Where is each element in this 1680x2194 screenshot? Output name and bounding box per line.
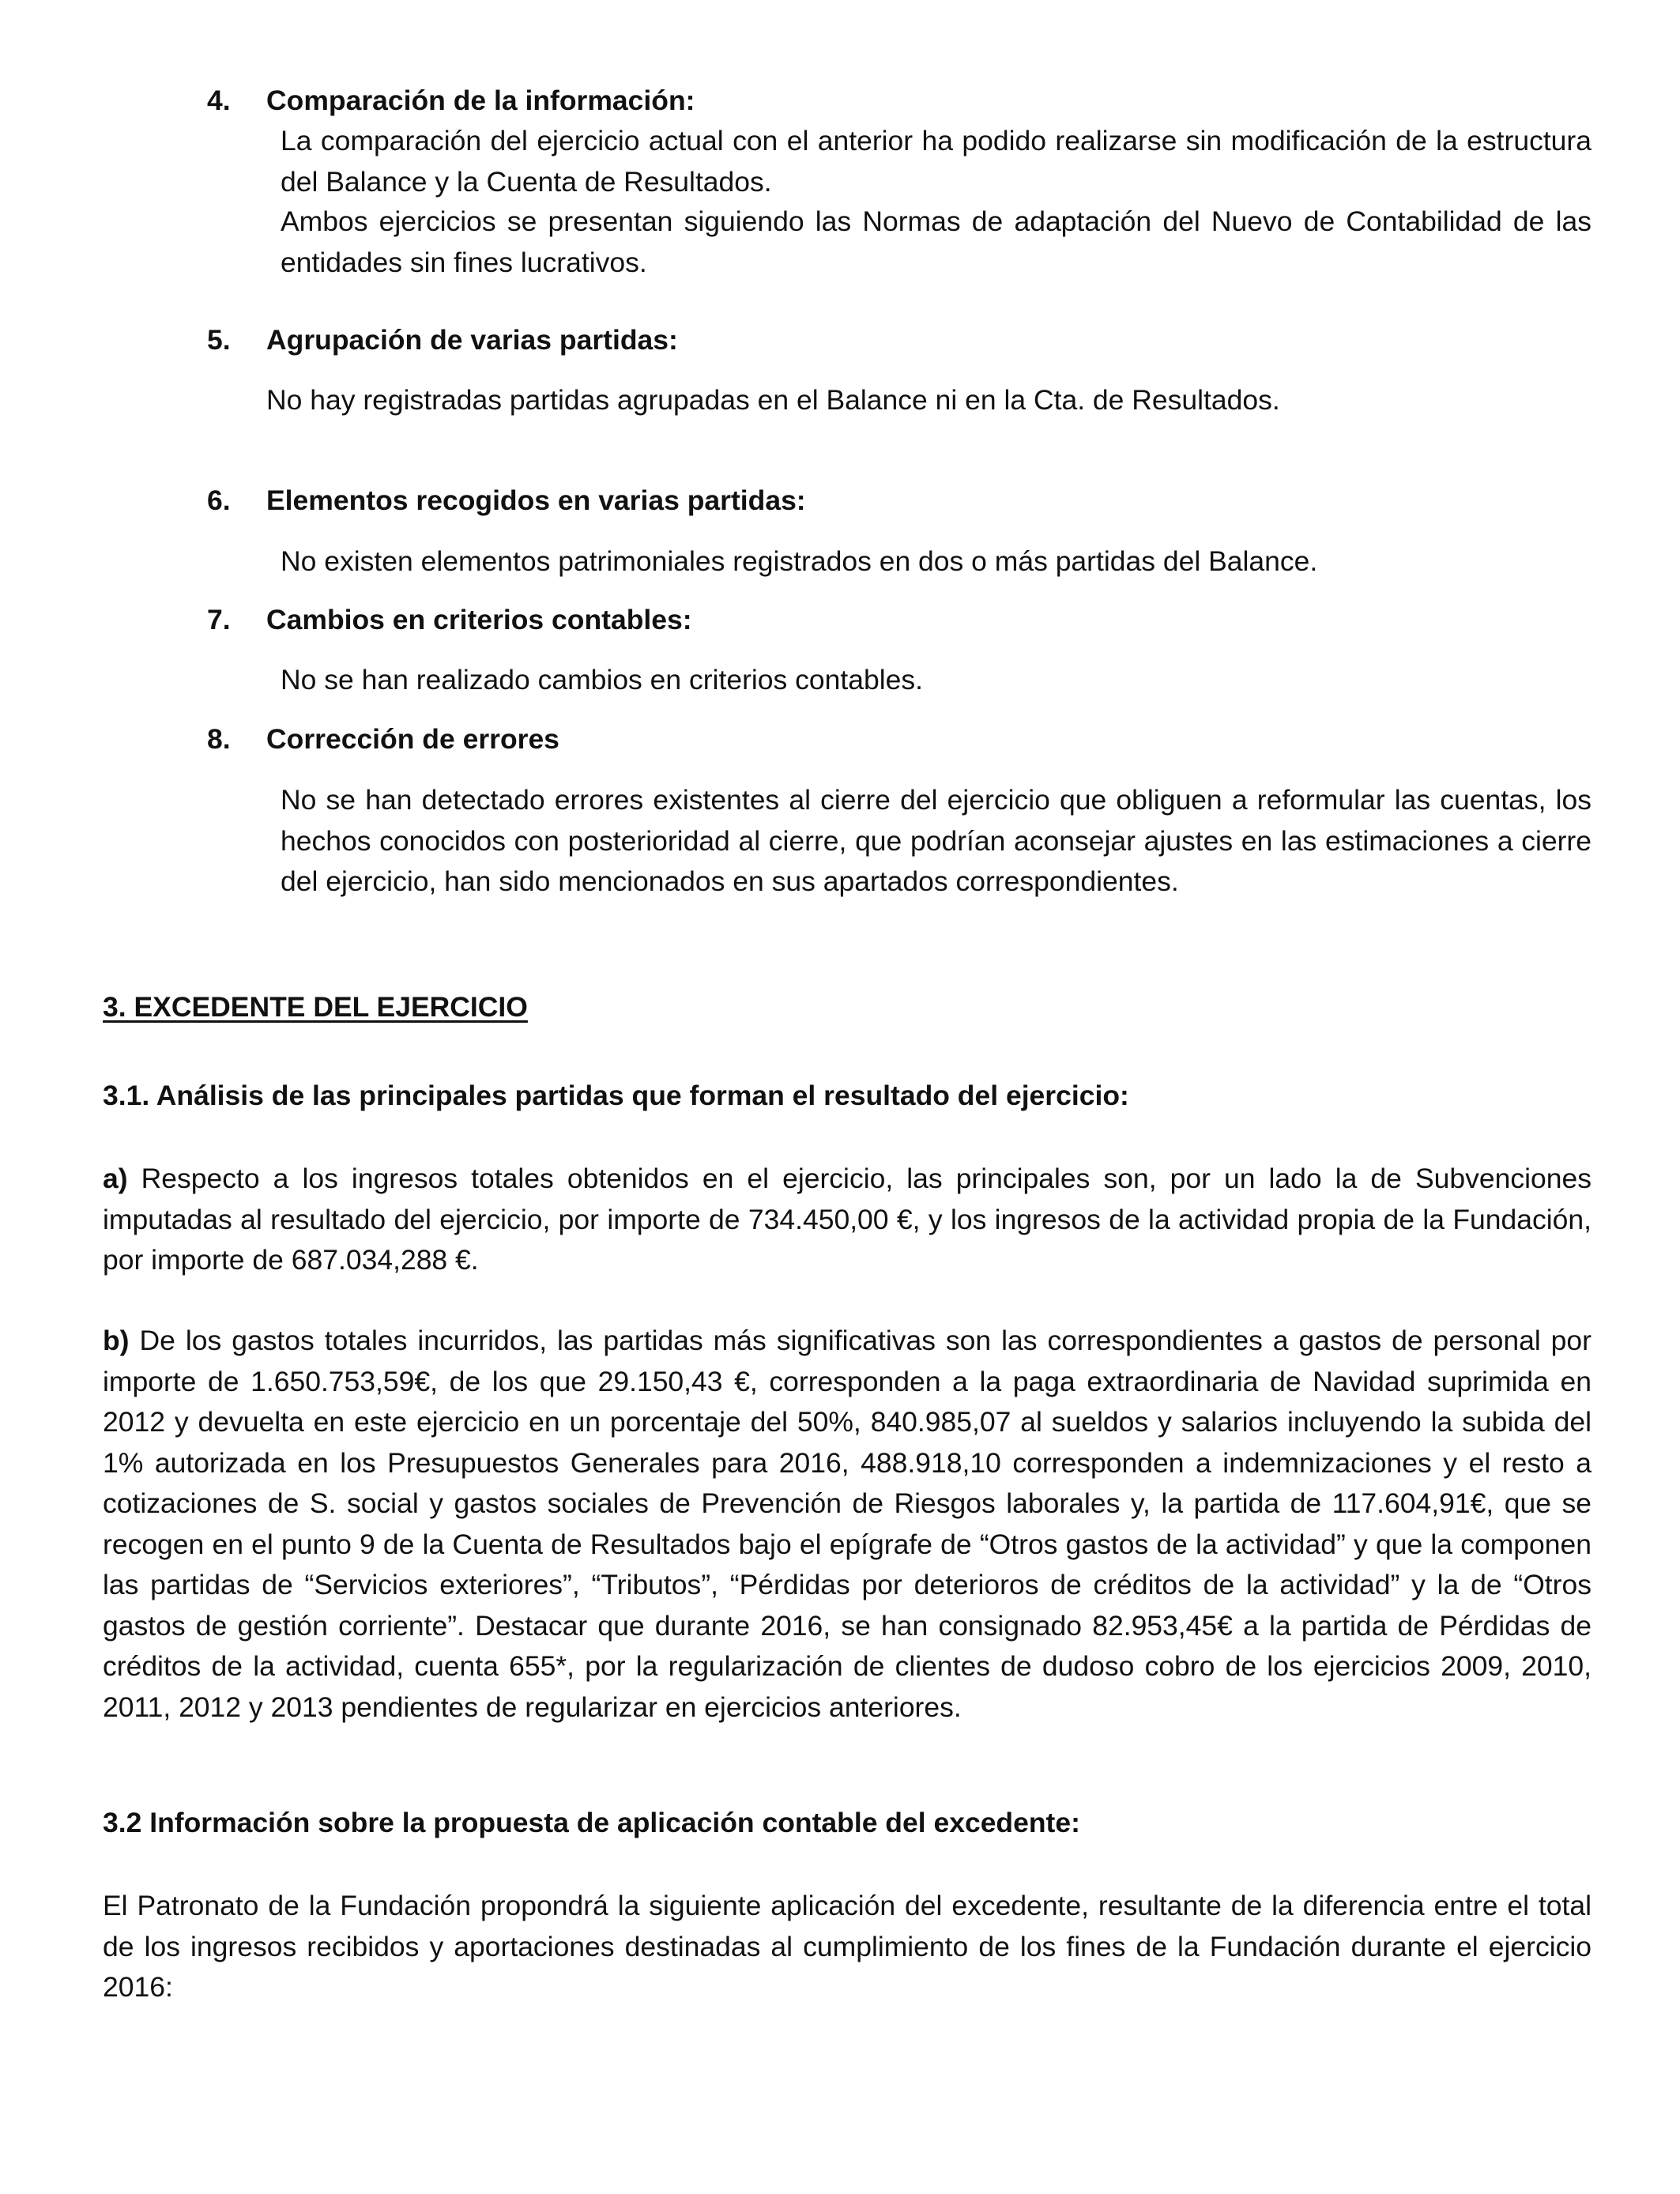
final-paragraph: El Patronato de la Fundación propondrá la siguiente aplicación del excedente, resultante de la diferencia entre el total de los ingresos recibidos y aportaciones destinadas al cumplimiento de los fines de la Fundación durante el ejercicio 2016: [103, 1890, 1591, 2003]
paragraph-b-label: b) [103, 1325, 130, 1356]
item-5-paragraph: No hay registradas partidas agrupadas en el Balance ni en la Cta. de Resultados. [266, 384, 1280, 416]
item-6-number: 6. [207, 484, 231, 516]
section-3-title [103, 987, 1591, 1028]
item-7-heading: Cambios en criterios contables: [266, 604, 692, 635]
item-4-heading: Comparación de la información: [266, 85, 695, 116]
paragraph-a-label: a) [103, 1163, 128, 1194]
item-7-number: 7. [207, 604, 231, 635]
paragraph-b [103, 1321, 1591, 1728]
item-8-heading: Corrección de errores [266, 723, 559, 755]
item-6-paragraph: No existen elementos patrimoniales registrados en dos o más partidas del Balance. [281, 545, 1318, 577]
subsection-3-1-title: 3.1. Análisis de las principales partidas que forman el resultado del ejercicio: [103, 1080, 1129, 1111]
item-4-paragraph-2: Ambos ejercicios se presentan siguiendo las Normas de adaptación del Nuevo de Contabilidad de las entidades sin fines lucrativos. [281, 205, 1591, 278]
item-5-heading: Agrupación de varias partidas: [266, 324, 678, 356]
item-8-paragraph: No se han detectado errores existentes al cierre del ejercicio que obliguen a reformular las cuentas, los hechos conocidos con posterioridad al cierre, que podrían aconsejar ajustes en las estimaciones a cierre del ejercicio, han sido mencionados en sus apartados correspondientes. [281, 784, 1591, 897]
paragraph-a-text: Respecto a los ingresos totales obtenidos en el ejercicio, las principales son, por un lado la de Subvenciones imputadas al resultado del ejercicio, por importe de 734.450,00 €, y los ingresos de la actividad propia de la Fundación, por importe de 687.034,288 €. [103, 1163, 1591, 1276]
section-3-title-text: 3. EXCEDENTE DEL EJERCICIO [103, 991, 528, 1023]
item-6-heading: Elementos recogidos en varias partidas: [266, 484, 806, 516]
item-7-paragraph: No se han realizado cambios en criterios contables. [281, 664, 923, 696]
subsection-3-2-title: 3.2 Información sobre la propuesta de aplicación contable del excedente: [103, 1807, 1080, 1838]
paragraph-b-text: De los gastos totales incurridos, las partidas más significativas son las correspondientes a gastos de personal por importe de 1.650.753,59€, de los que 29.150,43 €, corresponden a la paga extraordinaria de Navidad suprimida en 2012 y devuelta en este ejercicio en un porcentaje del 50%, 840.985,07 al sueldos y salarios incluyendo la subida del 1% autorizada en los Presupuestos Generales para 2016, 488.918,10 corresponden a indemnizaciones y el resto a cotizaciones de S. social y gastos sociales de Prevención de Riesgos laborales y, la partida de 117.604,91€, que se recogen en el punto 9 de la Cuenta de Resultados bajo el epígrafe de “Otros gastos de la actividad” y que la componen las partidas de “Servicios exteriores”, “Tributos”, “Pérdidas por deterioros de créditos de la actividad” y la de “Otros gastos de gestión corriente”. Destacar que durante 2016, se han consignado 82.953,45€ a la partida de Pérdidas de créditos de la actividad, cuenta 655*, por la regularización de clientes de dudoso cobro de los ejercicios 2009, 2010, 2011, 2012 y 2013 pendientes de regularizar en ejercicios anteriores. [103, 1325, 1591, 1723]
paragraph-a [103, 1159, 1591, 1281]
item-8-number: 8. [207, 723, 231, 755]
item-5-number: 5. [207, 324, 231, 356]
item-4-paragraph-1: La comparación del ejercicio actual con el anterior ha podido realizarse sin modificación de la estructura del Balance y la Cuenta de Resultados. [281, 125, 1591, 198]
item-4-number: 4. [207, 85, 231, 116]
